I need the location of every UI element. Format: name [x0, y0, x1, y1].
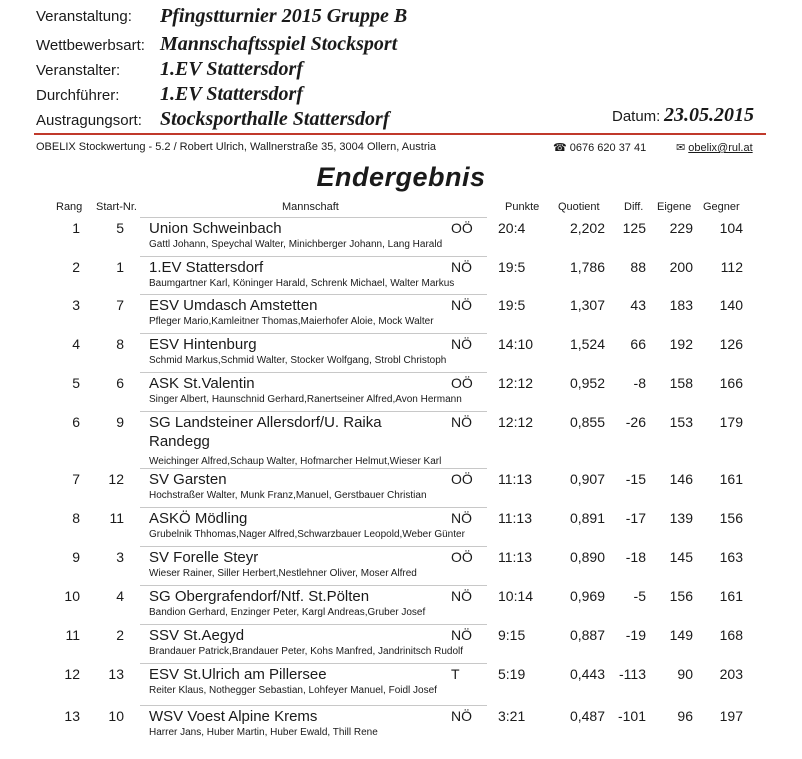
cell-quotient: 0,952: [569, 375, 605, 391]
cell-land: T: [451, 666, 460, 682]
email-link[interactable]: obelix@rul.at: [688, 142, 753, 154]
durchfuehrer-value: 1.EV Stattersdorf: [160, 83, 303, 105]
cell-eigene: 229: [669, 220, 693, 236]
veranstaltung-value: Pfingstturnier 2015 Gruppe B: [160, 5, 408, 27]
row-divider: [140, 217, 487, 218]
row-divider: [140, 372, 487, 373]
cell-start: 8: [116, 336, 124, 352]
cell-punkte: 11:13: [498, 510, 532, 526]
cell-eigene: 96: [677, 708, 693, 724]
cell-diff: -26: [625, 414, 646, 430]
cell-punkte: 3:21: [498, 708, 526, 724]
cell-mannschaft: ASK St.Valentin: [149, 375, 255, 392]
cell-diff: -17: [625, 510, 646, 526]
cell-players: Brandauer Patrick,Brandauer Peter, Kohs Manfred, Jandrinitsch Rudolf: [149, 646, 464, 657]
row-divider: [140, 256, 487, 257]
cell-rang: 10: [64, 588, 80, 604]
cell-quotient: 1,786: [569, 259, 605, 275]
cell-diff: 66: [630, 336, 646, 352]
wettbewerbsart-label: Wettbewerbsart:: [36, 37, 145, 54]
cell-mannschaft: 1.EV Stattersdorf: [149, 259, 264, 276]
cell-eigene: 158: [669, 375, 693, 391]
row-divider: [140, 468, 487, 469]
cell-players: Grubelnik Thhomas,Nager Alfred,Schwarzbauer Leopold,Weber Günter: [149, 529, 465, 540]
cell-rang: 12: [64, 666, 80, 682]
row-divider: [140, 294, 487, 295]
cell-eigene: 192: [669, 336, 693, 352]
cell-land: NÖ: [451, 336, 472, 352]
row-divider: [140, 585, 487, 586]
row-divider: [140, 624, 487, 625]
cell-quotient: 2,202: [569, 220, 605, 236]
cell-players: Bandion Gerhard, Enzinger Peter, Kargl Andreas,Gruber Josef: [149, 607, 426, 618]
cell-mannschaft: SG Obergrafendorf/Ntf. St.Pölten: [149, 588, 370, 605]
cell-punkte: 12:12: [498, 414, 534, 430]
cell-land: OÖ: [451, 375, 473, 391]
cell-rang: 5: [72, 375, 80, 391]
cell-gegner: 161: [719, 471, 743, 487]
cell-quotient: 0,443: [569, 666, 605, 682]
cell-mannschaft: ESV St.Ulrich am Pillersee: [149, 666, 327, 683]
cell-land: NÖ: [451, 297, 472, 313]
cell-rang: 9: [72, 549, 80, 565]
cell-eigene: 146: [669, 471, 693, 487]
cell-rang: 6: [72, 414, 80, 430]
cell-start: 13: [108, 666, 124, 682]
veranstaltung-label: Veranstaltung:: [36, 8, 132, 25]
cell-gegner: 179: [719, 414, 743, 430]
cell-mannschaft: Union Schweinbach: [149, 220, 282, 237]
cell-gegner: 140: [719, 297, 743, 313]
cell-land: OÖ: [451, 549, 473, 565]
cell-start: 1: [116, 259, 124, 275]
cell-start: 7: [116, 297, 124, 313]
cell-punkte: 14:10: [498, 336, 534, 352]
wettbewerbsart-value: Mannschaftsspiel Stocksport: [160, 33, 398, 55]
datum-label: Datum:: [612, 108, 661, 125]
cell-diff: 43: [630, 297, 646, 313]
cell-punkte: 20:4: [498, 220, 526, 236]
cell-players: Gattl Johann, Speychal Walter, Minichberger Johann, Lang Harald: [149, 239, 443, 250]
cell-eigene: 149: [669, 627, 693, 643]
cell-diff: -101: [617, 708, 646, 724]
cell-gegner: 197: [719, 708, 743, 724]
col-gegner: Gegner: [703, 201, 740, 213]
col-mannschaft: Mannschaft: [282, 201, 339, 213]
cell-gegner: 156: [719, 510, 743, 526]
cell-rang: 4: [72, 336, 80, 352]
cell-land: NÖ: [451, 627, 472, 643]
cell-start: 3: [116, 549, 124, 565]
col-quotient: Quotient: [558, 201, 600, 213]
cell-punkte: 11:13: [498, 549, 532, 565]
row-divider: [140, 546, 487, 547]
cell-quotient: 1,307: [569, 297, 605, 313]
cell-start: 6: [116, 375, 124, 391]
cell-mannschaft: WSV Voest Alpine Krems: [149, 708, 318, 725]
cell-players: Pfleger Mario,Kamleitner Thomas,Maierhofer Aloie, Mock Walter: [149, 316, 434, 327]
col-start: Start-Nr.: [96, 201, 137, 213]
cell-eigene: 183: [669, 297, 693, 313]
cell-players: Schmid Markus,Schmid Walter, Stocker Wolfgang, Strobl Christoph: [149, 355, 447, 366]
cell-quotient: 0,969: [569, 588, 605, 604]
veranstalter-label: Veranstalter:: [36, 62, 121, 79]
col-eigene: Eigene: [657, 201, 692, 213]
row-divider: [140, 507, 487, 508]
cell-players: Baumgartner Karl, Köninger Harald, Schrenk Michael, Walter Markus: [149, 278, 455, 289]
software-line: OBELIX Stockwertung - 5.2 / Robert Ulrich, Wallnerstraße 35, 3004 Ollern, Austria: [36, 141, 437, 153]
envelope-icon: ✉: [676, 142, 686, 154]
cell-gegner: 166: [719, 375, 743, 391]
cell-start: 10: [108, 708, 124, 724]
cell-eigene: 200: [669, 259, 693, 275]
cell-punkte: 19:5: [498, 259, 526, 275]
cell-rang: 3: [72, 297, 80, 313]
cell-gegner: 104: [719, 220, 743, 236]
row-divider: [140, 705, 487, 706]
cell-eigene: 156: [669, 588, 693, 604]
row-divider: [140, 411, 487, 412]
phone-number: ☎ 0676 620 37 41: [553, 142, 647, 154]
cell-punkte: 11:13: [498, 471, 532, 487]
cell-mannschaft: ESV Umdasch Amstetten: [149, 297, 318, 314]
cell-start: 12: [108, 471, 124, 487]
cell-gegner: 203: [719, 666, 743, 682]
cell-mannschaft: ASKÖ Mödling: [149, 510, 248, 527]
cell-punkte: 10:14: [498, 588, 534, 604]
cell-players: Harrer Jans, Huber Martin, Huber Ewald, Thill Rene: [149, 727, 378, 738]
cell-land: NÖ: [451, 414, 472, 430]
cell-start: 5: [116, 220, 124, 236]
cell-mannschaft: SSV St.Aegyd: [149, 627, 245, 644]
cell-gegner: 163: [719, 549, 743, 565]
cell-diff: 88: [630, 259, 646, 275]
cell-quotient: 0,890: [569, 549, 605, 565]
cell-start: 2: [116, 627, 124, 643]
cell-punkte: 19:5: [498, 297, 526, 313]
cell-players: Reiter Klaus, Nothegger Sebastian, Lohfeyer Manuel, Foidl Josef: [149, 685, 437, 696]
cell-quotient: 0,855: [569, 414, 605, 430]
cell-land: NÖ: [451, 708, 472, 724]
cell-mannschaft: ESV Hintenburg: [149, 336, 257, 353]
cell-mannschaft: SG Landsteiner Allersdorf/U. Raika Randegg: [149, 414, 382, 450]
cell-diff: -5: [633, 588, 646, 604]
row-divider: [140, 663, 487, 664]
col-rang: Rang: [56, 201, 83, 213]
cell-start: 9: [116, 414, 124, 430]
austragungsort-label: Austragungsort:: [36, 112, 142, 129]
cell-punkte: 12:12: [498, 375, 534, 391]
cell-players: Hochstraßer Walter, Munk Franz,Manuel, Gerstbauer Christian: [149, 490, 427, 501]
cell-eigene: 139: [669, 510, 693, 526]
cell-diff: -19: [625, 627, 646, 643]
austragungsort-value: Stocksporthalle Stattersdorf: [160, 108, 390, 130]
cell-land: OÖ: [451, 471, 473, 487]
cell-land: OÖ: [451, 220, 473, 236]
header-divider: [34, 133, 766, 135]
cell-players: Wieser Rainer, Siller Herbert,Nestlehner Oliver, Moser Alfred: [149, 568, 417, 579]
cell-eigene: 145: [669, 549, 693, 565]
cell-quotient: 1,524: [569, 336, 605, 352]
email-contact[interactable]: [676, 141, 753, 154]
cell-quotient: 0,487: [569, 708, 605, 724]
row-divider: [140, 333, 487, 334]
cell-rang: 8: [72, 510, 80, 526]
cell-diff: -18: [625, 549, 646, 565]
cell-land: NÖ: [451, 259, 472, 275]
cell-diff: -8: [633, 375, 646, 391]
cell-players: Singer Albert, Haunschnid Gerhard,Ranertseiner Alfred,Avon Hermann: [149, 394, 462, 405]
cell-rang: 1: [72, 220, 80, 236]
durchfuehrer-label: Durchführer:: [36, 87, 120, 104]
cell-start: 4: [116, 588, 124, 604]
cell-eigene: 90: [677, 666, 693, 682]
cell-rang: 13: [64, 708, 80, 724]
cell-punkte: 5:19: [498, 666, 526, 682]
cell-diff: -113: [619, 666, 646, 682]
col-punkte: Punkte: [505, 201, 540, 213]
cell-land: NÖ: [451, 510, 472, 526]
cell-quotient: 0,891: [569, 510, 605, 526]
cell-gegner: 126: [719, 336, 743, 352]
cell-diff: 125: [622, 220, 646, 236]
datum-value: 23.05.2015: [664, 104, 754, 126]
cell-rang: 7: [72, 471, 80, 487]
cell-gegner: 161: [719, 588, 743, 604]
cell-players: Weichinger Alfred,Schaup Walter, Hofmarcher Helmut,Wieser Karl: [149, 456, 442, 467]
cell-rang: 2: [72, 259, 80, 275]
col-diff: Diff.: [624, 201, 644, 213]
cell-land: NÖ: [451, 588, 472, 604]
cell-gegner: 112: [720, 259, 743, 275]
cell-start: 11: [109, 510, 124, 526]
cell-eigene: 153: [669, 414, 693, 430]
cell-quotient: 0,887: [569, 627, 605, 643]
cell-mannschaft: SV Garsten: [149, 471, 227, 488]
cell-diff: -15: [625, 471, 646, 487]
cell-gegner: 168: [719, 627, 743, 643]
page-title: Endergebnis: [316, 162, 486, 192]
veranstalter-value: 1.EV Stattersdorf: [160, 58, 303, 80]
cell-punkte: 9:15: [498, 627, 526, 643]
cell-rang: 11: [65, 627, 80, 643]
cell-quotient: 0,907: [569, 471, 605, 487]
cell-mannschaft: SV Forelle Steyr: [149, 549, 259, 566]
